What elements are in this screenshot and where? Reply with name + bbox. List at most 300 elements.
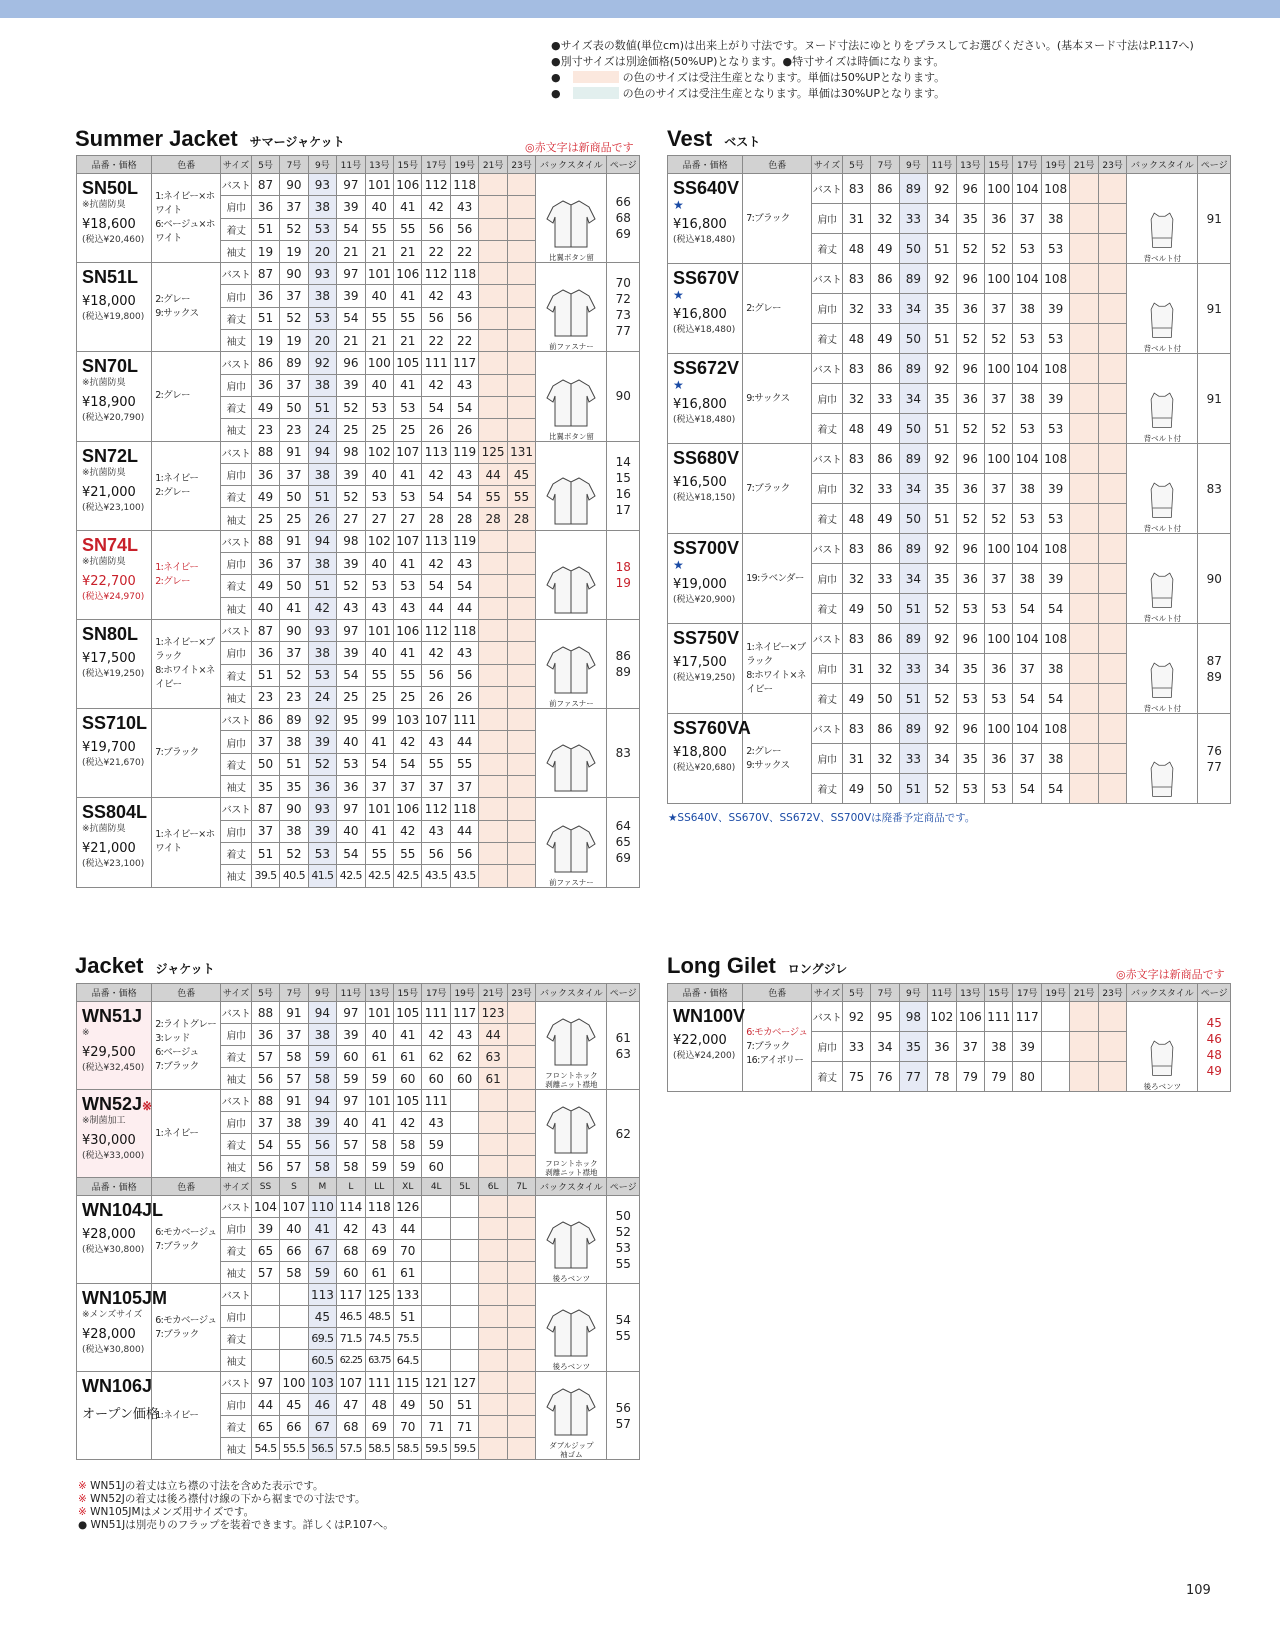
size-value: 36 bbox=[251, 374, 279, 396]
size-value: 104 bbox=[1013, 264, 1041, 294]
size-value: 41 bbox=[394, 463, 422, 485]
size-value: 53 bbox=[1013, 234, 1041, 264]
footnote-line bbox=[78, 1506, 394, 1519]
size-value: 71 bbox=[450, 1416, 478, 1438]
size-value: 98 bbox=[337, 441, 365, 463]
size-value: 27 bbox=[394, 508, 422, 530]
size-value bbox=[507, 1046, 535, 1068]
size-value bbox=[479, 263, 507, 285]
size-value: 23 bbox=[280, 419, 308, 441]
size-value bbox=[479, 1090, 507, 1112]
back-style-cell bbox=[536, 1090, 607, 1178]
size-value: 40 bbox=[365, 285, 393, 307]
footnote-line bbox=[78, 1480, 394, 1493]
asterisk-mark: ※ bbox=[142, 1099, 153, 1113]
column-header: 19号 bbox=[1041, 984, 1069, 1002]
size-value: 56 bbox=[422, 842, 450, 864]
size-value bbox=[507, 798, 535, 820]
size-value bbox=[479, 664, 507, 686]
measure-label: 着丈 bbox=[812, 414, 842, 444]
size-value: 22 bbox=[422, 330, 450, 352]
size-value bbox=[450, 1350, 478, 1372]
size-value: 89 bbox=[899, 534, 927, 564]
product-tax-price: (税込¥24,970) bbox=[82, 591, 145, 602]
size-value: 49 bbox=[842, 684, 870, 714]
size-value bbox=[479, 1218, 507, 1240]
measure-label: バスト bbox=[221, 798, 251, 820]
size-value: 33 bbox=[899, 204, 927, 234]
color-option: 19:ラベンダー bbox=[746, 572, 804, 584]
size-value: 43.5 bbox=[450, 865, 478, 887]
back-style-cell bbox=[1127, 1002, 1198, 1092]
size-value: 60 bbox=[337, 1046, 365, 1068]
jacket-back-illustration bbox=[545, 741, 597, 795]
product-code: SS680V bbox=[673, 448, 740, 468]
size-value: 60 bbox=[394, 1068, 422, 1090]
size-value: 37 bbox=[956, 1032, 984, 1062]
measure-label: バスト bbox=[221, 352, 251, 374]
size-value: 40 bbox=[365, 196, 393, 218]
product-code: SS710L bbox=[82, 713, 148, 734]
size-value: 37 bbox=[251, 731, 279, 753]
size-value bbox=[422, 1196, 450, 1218]
size-value: 44 bbox=[450, 820, 478, 842]
size-value bbox=[1098, 684, 1126, 714]
pink-swatch bbox=[573, 71, 619, 83]
measure-label: 肩巾 bbox=[221, 1394, 251, 1416]
size-value: 44 bbox=[251, 1394, 279, 1416]
size-value: 94 bbox=[308, 1090, 336, 1112]
size-value: 97 bbox=[337, 619, 365, 641]
size-value: 58 bbox=[337, 1156, 365, 1178]
size-value bbox=[1098, 1002, 1126, 1032]
size-value: 39 bbox=[337, 463, 365, 485]
page-ref: 45 bbox=[1206, 1015, 1222, 1030]
size-value: 80 bbox=[1013, 1062, 1041, 1092]
measure-label: 肩巾 bbox=[221, 820, 251, 842]
size-value: 107 bbox=[280, 1196, 308, 1218]
measure-label: 着丈 bbox=[812, 504, 842, 534]
column-header: 色番 bbox=[152, 984, 221, 1002]
size-value: 92 bbox=[928, 624, 956, 654]
measure-label: 袖丈 bbox=[221, 419, 251, 441]
size-value: 96 bbox=[956, 264, 984, 294]
size-value bbox=[1070, 1062, 1098, 1092]
column-header: 11号 bbox=[928, 984, 956, 1002]
back-style-cell bbox=[1127, 174, 1198, 264]
size-value: 53 bbox=[1013, 414, 1041, 444]
size-value bbox=[1070, 1002, 1098, 1032]
size-value: 50 bbox=[251, 753, 279, 775]
size-value: 38 bbox=[280, 731, 308, 753]
note-bullet: ● bbox=[551, 87, 561, 100]
product-tax-price: (税込¥19,250) bbox=[82, 668, 145, 679]
size-value: 69.5 bbox=[308, 1328, 336, 1350]
size-value: 43 bbox=[450, 196, 478, 218]
size-value bbox=[479, 1394, 507, 1416]
table-row bbox=[77, 352, 640, 374]
measure-label: 肩巾 bbox=[221, 1112, 251, 1134]
size-value: 118 bbox=[450, 798, 478, 820]
size-value: 93 bbox=[308, 798, 336, 820]
size-value: 91 bbox=[280, 1090, 308, 1112]
size-value: 49 bbox=[871, 324, 899, 354]
product-tax-price: (税込¥32,450) bbox=[82, 1063, 145, 1073]
size-value: 59 bbox=[308, 1262, 336, 1284]
footnote-text: WN51Jは別売りのフラップを装着できます。詳しくはP.107へ。 bbox=[87, 1519, 394, 1531]
measure-label: 袖丈 bbox=[221, 686, 251, 708]
size-value bbox=[450, 1328, 478, 1350]
size-value: 43 bbox=[450, 1024, 478, 1046]
size-value: 26 bbox=[422, 419, 450, 441]
column-header: 15号 bbox=[985, 984, 1013, 1002]
size-value: 104 bbox=[1013, 174, 1041, 204]
size-value: 67 bbox=[308, 1240, 336, 1262]
size-value: 37 bbox=[1013, 744, 1041, 774]
size-value: 41 bbox=[365, 1112, 393, 1134]
size-value: 21 bbox=[394, 240, 422, 262]
size-value: 25 bbox=[337, 419, 365, 441]
size-value: 48 bbox=[842, 414, 870, 444]
size-value: 53 bbox=[308, 664, 336, 686]
size-value: 33 bbox=[899, 744, 927, 774]
size-value: 102 bbox=[928, 1002, 956, 1032]
size-value bbox=[1070, 624, 1098, 654]
size-value: 89 bbox=[280, 352, 308, 374]
column-header: 13号 bbox=[365, 984, 393, 1002]
page-ref: 50 bbox=[615, 1208, 631, 1223]
size-value bbox=[479, 642, 507, 664]
size-value: 39 bbox=[308, 731, 336, 753]
size-value: 83 bbox=[842, 624, 870, 654]
size-value bbox=[1098, 504, 1126, 534]
size-value: 111 bbox=[422, 1090, 450, 1112]
size-value: 36 bbox=[956, 474, 984, 504]
product-cell bbox=[77, 441, 152, 530]
size-value bbox=[479, 1438, 507, 1460]
measure-label: 着丈 bbox=[221, 1046, 251, 1068]
size-value: 96 bbox=[956, 714, 984, 744]
size-value: 41 bbox=[394, 374, 422, 396]
size-value: 36 bbox=[985, 744, 1013, 774]
product-tax-price: (税込¥19,800) bbox=[82, 312, 145, 323]
size-value: 37 bbox=[985, 294, 1013, 324]
size-value: 40 bbox=[365, 374, 393, 396]
measure-label: 着丈 bbox=[812, 684, 842, 714]
column-header: サイズ bbox=[221, 1178, 251, 1196]
size-value bbox=[507, 374, 535, 396]
size-value: 38 bbox=[1041, 654, 1069, 684]
color-option: 2:グレー bbox=[155, 486, 190, 498]
size-value: 83 bbox=[842, 714, 870, 744]
measure-label: バスト bbox=[812, 264, 842, 294]
size-value bbox=[1070, 684, 1098, 714]
product-price: ¥29,500 bbox=[82, 1045, 136, 1060]
size-value: 42.5 bbox=[365, 865, 393, 887]
size-value: 41 bbox=[394, 642, 422, 664]
size-value: 91 bbox=[280, 530, 308, 552]
size-value bbox=[1070, 744, 1098, 774]
size-value: 59.5 bbox=[450, 1438, 478, 1460]
color-option: 6:モカベージュ bbox=[155, 1226, 217, 1238]
discontinued-star: ★ bbox=[673, 288, 684, 302]
size-value bbox=[450, 1262, 478, 1284]
size-value bbox=[1098, 594, 1126, 624]
product-price: ¥17,500 bbox=[673, 655, 727, 670]
page-ref-cell bbox=[607, 798, 640, 887]
back-style-cell bbox=[536, 441, 607, 530]
page-ref: 14 bbox=[615, 454, 631, 469]
size-value: 53 bbox=[985, 684, 1013, 714]
size-value bbox=[507, 619, 535, 641]
size-value: 21 bbox=[337, 240, 365, 262]
size-value: 39 bbox=[337, 642, 365, 664]
product-code: SN74L bbox=[82, 534, 139, 555]
size-value bbox=[1041, 1062, 1069, 1092]
size-value: 25 bbox=[337, 686, 365, 708]
size-value: 53 bbox=[394, 396, 422, 418]
measure-label: 着丈 bbox=[812, 234, 842, 264]
page-ref: 55 bbox=[615, 1256, 631, 1271]
product-price: ¥28,000 bbox=[82, 1227, 136, 1242]
color-option: 7:ブラック bbox=[746, 1040, 790, 1052]
measure-label: 肩巾 bbox=[221, 196, 251, 218]
size-value: 37 bbox=[280, 463, 308, 485]
size-value: 50 bbox=[899, 324, 927, 354]
size-value: 36 bbox=[251, 1024, 279, 1046]
size-value: 41.5 bbox=[308, 865, 336, 887]
column-header: 7号 bbox=[280, 156, 308, 174]
size-value: 54 bbox=[450, 575, 478, 597]
size-value: 37 bbox=[280, 553, 308, 575]
product-code: SS672V bbox=[673, 358, 740, 378]
jacket-table bbox=[76, 983, 640, 1460]
size-value: 106 bbox=[394, 619, 422, 641]
size-value: 33 bbox=[871, 474, 899, 504]
product-price: ¥21,000 bbox=[82, 841, 136, 857]
size-value: 52 bbox=[985, 234, 1013, 264]
size-value: 56 bbox=[422, 307, 450, 329]
column-header: 色番 bbox=[743, 156, 812, 174]
jacket-back-illustration bbox=[545, 376, 597, 430]
size-value: 100 bbox=[985, 714, 1013, 744]
size-value: 57 bbox=[280, 1156, 308, 1178]
size-value: 50 bbox=[899, 414, 927, 444]
size-value: 40 bbox=[365, 1024, 393, 1046]
size-value bbox=[507, 664, 535, 686]
column-header: 11号 bbox=[337, 984, 365, 1002]
size-value: 42 bbox=[422, 285, 450, 307]
size-value: 53 bbox=[394, 575, 422, 597]
color-cell bbox=[152, 619, 221, 708]
size-value bbox=[507, 396, 535, 418]
page-ref: 53 bbox=[615, 1240, 631, 1255]
size-value bbox=[422, 1240, 450, 1262]
size-value: 50 bbox=[871, 594, 899, 624]
column-header: 19号 bbox=[450, 984, 478, 1002]
size-value bbox=[507, 1112, 535, 1134]
product-subnote: ※ bbox=[82, 1028, 90, 1038]
size-value bbox=[507, 196, 535, 218]
color-option: 9:サックス bbox=[746, 759, 790, 771]
long-gilet-table bbox=[667, 983, 1231, 1092]
size-value: 53 bbox=[308, 307, 336, 329]
size-value bbox=[450, 1090, 478, 1112]
page-ref: 69 bbox=[615, 227, 631, 242]
size-value: 59 bbox=[308, 1046, 336, 1068]
size-value: 58 bbox=[308, 1068, 336, 1090]
size-value: 22 bbox=[450, 240, 478, 262]
size-value: 53 bbox=[985, 774, 1013, 804]
page-ref: 63 bbox=[615, 1046, 631, 1061]
size-value bbox=[1098, 414, 1126, 444]
size-value bbox=[507, 1240, 535, 1262]
size-value: 78 bbox=[928, 1062, 956, 1092]
column-header: サイズ bbox=[221, 156, 251, 174]
color-cell bbox=[152, 352, 221, 441]
page-ref: 83 bbox=[1206, 481, 1222, 496]
size-value bbox=[422, 1306, 450, 1328]
column-header: ページ bbox=[607, 1178, 640, 1196]
vest-footnote: ★SS640V、SS670V、SS672V、SS700Vは廃番予定商品です。 bbox=[668, 812, 976, 824]
size-value bbox=[1070, 264, 1098, 294]
product-code: WN51J bbox=[82, 1006, 143, 1026]
size-value: 68 bbox=[337, 1416, 365, 1438]
size-value: 51 bbox=[308, 486, 336, 508]
color-option: 1:ネイビー bbox=[155, 472, 199, 484]
page-ref-cell bbox=[1198, 714, 1231, 804]
size-value: 100 bbox=[985, 624, 1013, 654]
size-value: 35 bbox=[956, 654, 984, 684]
size-value: 94 bbox=[308, 441, 336, 463]
measure-label: バスト bbox=[221, 263, 251, 285]
size-value bbox=[1070, 234, 1098, 264]
size-value bbox=[1098, 774, 1126, 804]
product-tax-price: (税込¥20,460) bbox=[82, 235, 145, 245]
product-code: SS700V bbox=[673, 538, 740, 558]
size-value: 51 bbox=[928, 234, 956, 264]
size-value bbox=[1098, 444, 1126, 474]
size-value: 111 bbox=[450, 709, 478, 731]
size-value bbox=[507, 1306, 535, 1328]
size-value bbox=[1070, 1032, 1098, 1062]
size-value: 39 bbox=[308, 820, 336, 842]
size-value: 44 bbox=[479, 463, 507, 485]
size-value: 55 bbox=[280, 1134, 308, 1156]
size-value: 89 bbox=[899, 174, 927, 204]
column-header: 15号 bbox=[985, 156, 1013, 174]
jacket-back-illustration bbox=[545, 1218, 597, 1272]
back-style-label: 背ベルト付 bbox=[1143, 254, 1182, 263]
product-code: SS670V bbox=[673, 268, 740, 288]
size-value: 97 bbox=[337, 174, 365, 196]
size-value: 54 bbox=[251, 1134, 279, 1156]
color-cell bbox=[743, 264, 812, 354]
size-value: 107 bbox=[422, 709, 450, 731]
size-value bbox=[422, 1350, 450, 1372]
page-ref-cell bbox=[1198, 444, 1231, 534]
measure-label: 着丈 bbox=[221, 1134, 251, 1156]
column-header: 品番・価格 bbox=[77, 156, 152, 174]
size-value: 26 bbox=[450, 419, 478, 441]
size-value: 31 bbox=[842, 744, 870, 774]
size-value bbox=[479, 709, 507, 731]
size-value bbox=[479, 1196, 507, 1218]
size-value: 91 bbox=[280, 441, 308, 463]
size-value: 104 bbox=[1013, 624, 1041, 654]
page-ref-cell bbox=[607, 1372, 640, 1460]
size-value bbox=[507, 842, 535, 864]
size-value: 42 bbox=[308, 597, 336, 619]
measure-label: 袖丈 bbox=[221, 865, 251, 887]
product-code: SS804L bbox=[82, 802, 148, 823]
size-value: 44 bbox=[479, 1024, 507, 1046]
size-value: 38 bbox=[308, 196, 336, 218]
product-cell bbox=[77, 1002, 152, 1090]
size-value: 37 bbox=[280, 285, 308, 307]
size-value: 83 bbox=[842, 264, 870, 294]
size-value bbox=[507, 642, 535, 664]
size-value bbox=[507, 731, 535, 753]
size-value: 64.5 bbox=[394, 1350, 422, 1372]
page-ref-cell bbox=[1198, 174, 1231, 264]
back-style-label: 前ファスナー bbox=[549, 877, 594, 887]
color-option: 1:ネイビー bbox=[155, 1127, 199, 1139]
color-option: 8:ホワイト×ネイビー bbox=[155, 665, 215, 691]
size-value: 105 bbox=[394, 1090, 422, 1112]
size-value: 51 bbox=[928, 414, 956, 444]
size-value: 38 bbox=[308, 1024, 336, 1046]
product-price: ¥21,000 bbox=[82, 484, 136, 500]
size-value: 92 bbox=[308, 709, 336, 731]
size-value bbox=[507, 174, 535, 196]
size-value bbox=[507, 1090, 535, 1112]
size-value: 35 bbox=[956, 744, 984, 774]
product-cell bbox=[77, 709, 152, 798]
page-ref: 72 bbox=[615, 292, 631, 307]
size-value: 53 bbox=[365, 486, 393, 508]
size-value: 43 bbox=[365, 597, 393, 619]
size-value: 106 bbox=[394, 174, 422, 196]
back-style-label: フロントホック bbox=[545, 1159, 598, 1168]
vest-back-illustration bbox=[1136, 210, 1188, 252]
back-style-label: 前ファスナー bbox=[549, 699, 594, 709]
size-value: 107 bbox=[394, 530, 422, 552]
page-ref: 52 bbox=[615, 1224, 631, 1239]
size-value bbox=[280, 1306, 308, 1328]
size-value bbox=[479, 1262, 507, 1284]
page-ref: 68 bbox=[615, 211, 631, 226]
back-style-cell bbox=[1127, 264, 1198, 354]
size-value bbox=[507, 419, 535, 441]
measure-label: バスト bbox=[221, 1196, 251, 1218]
size-value: 111 bbox=[365, 1372, 393, 1394]
size-value bbox=[507, 686, 535, 708]
size-value: 79 bbox=[985, 1062, 1013, 1092]
footnote-line bbox=[78, 1493, 394, 1506]
jacket-back-illustration bbox=[545, 643, 597, 697]
measure-label: 着丈 bbox=[812, 774, 842, 804]
column-header: 品番・価格 bbox=[668, 984, 743, 1002]
back-style-cell bbox=[1127, 534, 1198, 624]
size-value bbox=[507, 1328, 535, 1350]
back-style-cell bbox=[536, 619, 607, 708]
size-value: 36 bbox=[928, 1032, 956, 1062]
page-ref: 77 bbox=[615, 324, 631, 339]
size-value bbox=[507, 1284, 535, 1306]
size-value: 52 bbox=[280, 842, 308, 864]
page-ref-cell bbox=[607, 1090, 640, 1178]
